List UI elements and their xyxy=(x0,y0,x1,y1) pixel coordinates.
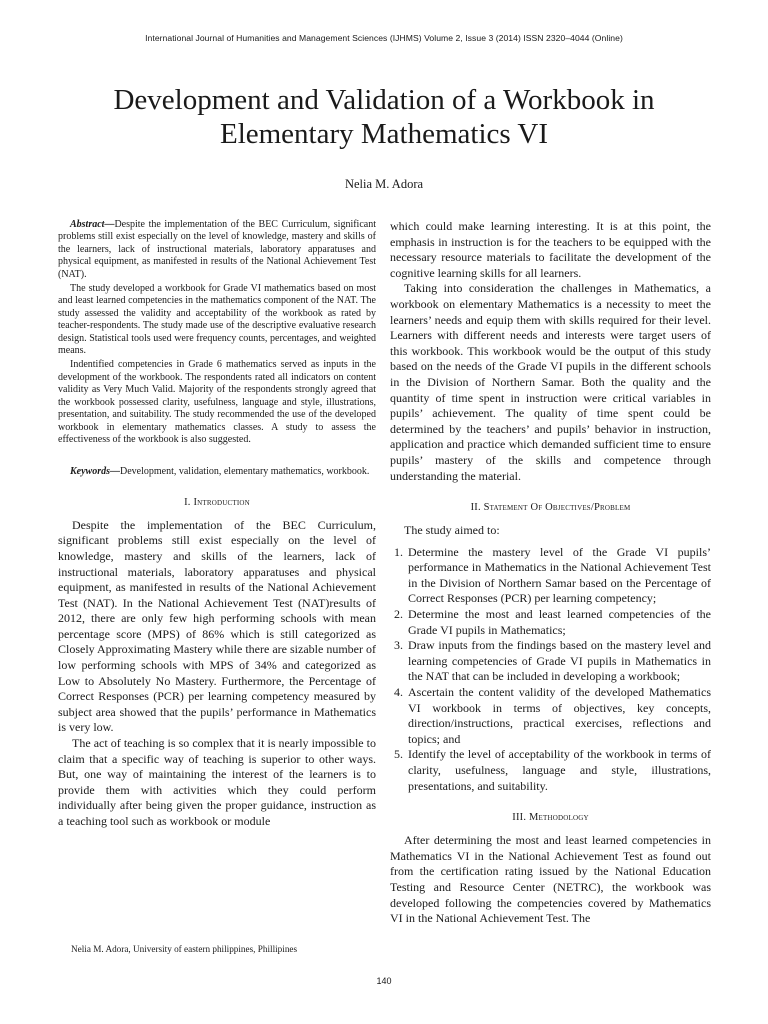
abstract-dash: — xyxy=(104,219,115,230)
methodology-body xyxy=(390,833,711,927)
objectives-intro: The study aimed to: xyxy=(404,523,500,538)
abstract-paragraph-3: Indentified competencies in Grade 6 mathematics served as inputs in the development of the workbook. The respondents rated all indicators on content validity as Very Much Valid. Majority of the respondents strongly agreed that the workbook possessed clarity, usefulness, language and style, illustrations, presentation, and suitability. The study recommended the use of the developed workbook in elementary mathematics classes. A study to assess the effectiveness of the workbook is also suggested. xyxy=(58,359,376,445)
keywords-label: Keywords xyxy=(70,466,110,478)
introduction-body xyxy=(58,518,376,830)
continued-paragraph: which could make learning interesting. It is at this point, the emphasis in instruction is for the teachers to be equipped with the necessary resource materials to facilitate the development of the cognitive learning skills for all learners. xyxy=(390,219,711,280)
objectives-heading: II. Statement Of Objectives/Problem xyxy=(470,502,631,514)
author-affiliation-footnote: Nelia M. Adora, University of eastern philippines, Phillipines xyxy=(71,944,298,954)
introduction-continued xyxy=(390,219,711,484)
abstract-label: Abstract xyxy=(70,219,105,230)
paper-title xyxy=(60,83,708,151)
introduction-heading: I. Introduction xyxy=(184,496,250,508)
page-number: 140 xyxy=(376,976,392,986)
objective-item: 3. Draw inputs from the findings based on the mastery level and learning competencies of Grade VI pupils in Mathematics in the NAT that can be included in developing a workbook; xyxy=(406,638,711,685)
keywords xyxy=(58,466,376,478)
objective-item: 2. Determine the most and least learned competencies of the Grade VI pupils in Mathematics; xyxy=(406,607,711,638)
right-column xyxy=(390,219,711,927)
keywords-dash: — xyxy=(110,466,120,478)
left-column xyxy=(58,219,376,830)
title-line-2: Elementary Mathematics VI xyxy=(219,118,549,150)
objective-item: 5. Identify the level of acceptability of the workbook in terms of clarity, usefulness, language and style, illustrations, presentations, and suitability. xyxy=(406,747,711,794)
author-name: Nelia M. Adora xyxy=(344,177,424,191)
objective-item: 1. Determine the mastery level of the Grade VI pupils’ performance in Mathematics in the National Achievement Test in the Division of Northern Samar based on the Percentage of Correct Responses (PCR) per learning competency; xyxy=(406,545,711,607)
introduction-paragraph-1: Despite the implementation of the BEC Curriculum, significant problems still exist especially on the level of knowledge, mastery and skills of the learners, lack of instructional materials, laboratory apparatuses and physical equipment, as manifested in results of the National Achievement Test (NAT). In the National Achievement Test (NAT)results of 2012, there are only few high performing schools with mean percentage score (MPS) of 86% which is still categorized as Closely Approximating Mastery while there are sizable number of low performing schools with MPS of 34% and categorized as Low to Absolutely No Mastery. Furthermore, the Percentage of Correct Responses (PCR) per learning competency measured by subject area showed that the pupils’ performance in Mathematics is very low. xyxy=(58,517,376,735)
abstract xyxy=(58,219,376,446)
title-line-1: Development and Validation of a Workbook in xyxy=(113,84,655,116)
introduction-paragraph-2: The act of teaching is so complex that it is nearly impossible to claim that a specific way of teaching is superior to other ways. But, one way of maintaining the interest of the learners is to provide them with activities which they could perform individually after being given the proper guidance, instruction as a teaching tool such as workbook or module xyxy=(58,736,376,828)
objectives-list xyxy=(390,545,711,795)
abstract-text-1: Despite the implementation of the BEC Curriculum, significant problems still exist especially on the level of knowledge, mastery and skills of the learners, lack of instructional materials, laboratory apparatuses and physical equipment, as manifested in results of the National Achievement Test (NAT). xyxy=(58,219,376,280)
methodology-heading: III. Methodology xyxy=(512,812,589,824)
abstract-paragraph-1 xyxy=(58,219,376,281)
journal-header: International Journal of Humanities and Management Sciences (IJHMS) Volume 2, Issue 3 (2014) ISSN 2320–4044 (Online) xyxy=(145,33,623,43)
workbook-paragraph: Taking into consideration the challenges in Mathematics, a workbook on elementary Mathematics is a necessity to meet the learners’ needs and equip them with skills required for their level. Learners with different needs and interests were target users of this workbook. This workbook would be the output of this study based on the needs of the Grade VI pupils in the different schools in the Division of Northern Samar. Both the quality and the quantity of time spent in instruction were critical variables in pupils’ achievement. The quality of time spent could be determined by the teachers’ and pupils’ behavior in instruction, application and practice which demanded sufficient time to ensure pupils’ mastery of the skills and competence through understanding the material. xyxy=(390,281,711,483)
abstract-paragraph-2: The study developed a workbook for Grade VI mathematics based on most and least learned competencies in the mathematics component of the NAT. The study assessed the validity and acceptability of the workbook as rated by teacher-respondents. The study made use of the descriptive evaluative research design. Statistical tools used were frequency counts, percentages, and weighted means. xyxy=(58,283,376,357)
methodology-paragraph: After determining the most and least learned competencies in Mathematics VI in the National Achievement Test as found out from the certification rating issued by the National Education Testing and Resource Center (NETRC), the workbook was developed following the competencies covered by Mathematics VI in the National Achievement Test. The xyxy=(390,833,711,926)
objective-item: 4. Ascertain the content validity of the developed Mathematics VI workbook in terms of objectives, key concepts, direction/instructions, practical exercises, reflections and topics; and xyxy=(406,685,711,747)
keywords-text: Development, validation, elementary mathematics, workbook. xyxy=(120,466,370,478)
